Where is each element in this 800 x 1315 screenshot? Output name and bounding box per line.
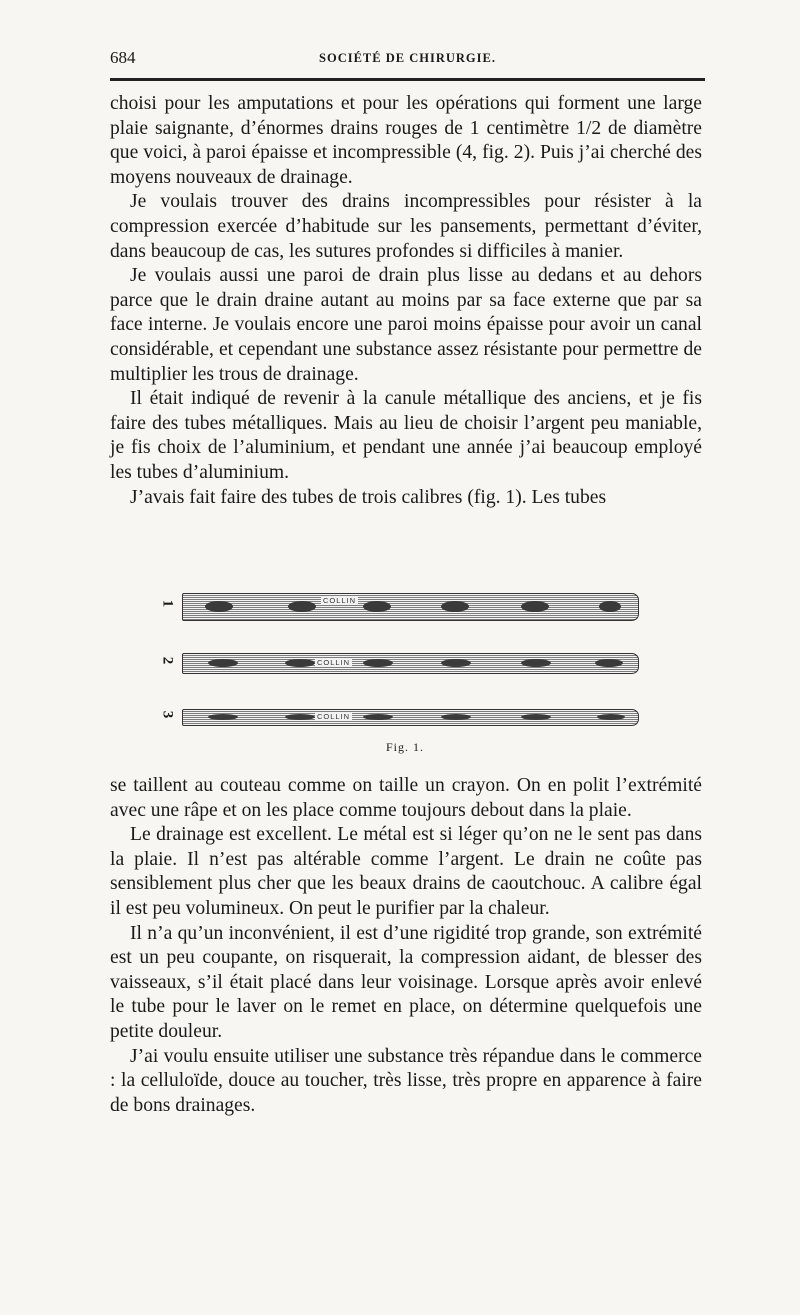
- paragraph: Je voulais trouver des drains incompressibles pour résister à la compression exercée d’habitude sur les pansements, permettant d’éviter, dans beaucoup de cas, les sutures profondes si difficiles à manier.: [110, 191, 702, 262]
- header-rule: [110, 78, 705, 81]
- paragraph: se taillent au couteau comme on taille un crayon. On en polit l’extrémité avec une râpe et on les place comme toujours debout dans la plaie.: [110, 775, 702, 821]
- drain-hole: [363, 601, 391, 612]
- drain-hole: [208, 714, 238, 720]
- figure-drain-tubes: [160, 585, 650, 760]
- drain-hole: [441, 714, 471, 720]
- drain-hole: [205, 601, 233, 612]
- drain-tube-illustration: [182, 709, 639, 726]
- drain-hole: [441, 601, 469, 612]
- maker-stamp: COLLIN: [317, 658, 351, 667]
- drain-hole: [595, 659, 623, 667]
- drain-hole: [285, 714, 315, 720]
- drain-hole: [285, 659, 315, 667]
- tube-number: 3: [159, 710, 176, 719]
- drain-hole: [208, 659, 238, 667]
- paragraph: Il était indiqué de revenir à la canule métallique des anciens, et je fis faire des tubes métalliques. Mais au lieu de choisir l’argent peu maniable, je fis choix de l’aluminium, et pendant une année j’ai beaucoup employé les tubes d’aluminium.: [110, 388, 702, 483]
- paragraph: Il n’a qu’un inconvénient, il est d’une rigidité trop grande, son extrémité est un peu coupante, on risquerait, la compression aidant, de blesser des vaisseaux, s’il était placé dans leur voisinage. Lorsque après avoir enlevé le tube pour le laver on le remet en place, on détermine quelquefois une petite douleur.: [110, 922, 702, 1042]
- paragraph: J’avais fait faire des tubes de trois calibres (fig. 1). Les tubes: [130, 486, 607, 508]
- drain-tube-illustration: [182, 653, 639, 674]
- running-head: [110, 48, 705, 72]
- drain-hole: [599, 601, 621, 612]
- drain-hole: [521, 714, 551, 720]
- text-block-top: [110, 92, 702, 510]
- paragraph: choisi pour les amputations et pour les opérations qui forment une large plaie saignante, d’énormes drains rouges de 1 centimètre 1/2 de diamètre que voici, à paroi épaisse et incompressible (4, fig. 2). Puis j’ai cherché des moyens nouveaux de drainage.: [110, 93, 702, 188]
- paragraph: J’ai voulu ensuite utiliser une substance très répandue dans le commerce : la celluloïde, douce au toucher, très lisse, très propre en apparence à faire de bons drainages.: [110, 1045, 702, 1116]
- text-block-bottom: [110, 774, 702, 1118]
- drain-hole: [521, 659, 551, 667]
- page-number: 684: [110, 48, 136, 67]
- drain-hole: [597, 714, 625, 720]
- figure-caption: Fig. 1.: [385, 740, 424, 754]
- drain-hole: [363, 659, 393, 667]
- drain-hole: [288, 601, 316, 612]
- drain-hole: [363, 714, 393, 720]
- paragraph: Le drainage est excellent. Le métal est si léger qu’on ne le sent pas dans la plaie. Il n’est pas altérable comme l’argent. Le drain ne coûte pas sensiblement plus cher que les beaux drains de caoutchouc. A calibre égal il est peu volumineux. On peut le purifier par la chaleur.: [110, 824, 702, 919]
- tube-number: 1: [159, 599, 176, 608]
- running-title: SOCIÉTÉ DE CHIRURGIE.: [319, 51, 496, 65]
- drain-hole: [441, 659, 471, 667]
- paragraph: Je voulais aussi une paroi de drain plus lisse au dedans et au dehors parce que le drain draine autant au moins par sa face externe que par sa face interne. Je voulais encore une paroi moins épaisse pour avoir un canal considérable, et cependant une substance assez résistante pour permettre de multiplier les trous de drainage.: [110, 265, 702, 385]
- drain-tube-illustration: [182, 593, 639, 621]
- maker-stamp: COLLIN: [323, 596, 357, 605]
- drain-hole: [521, 601, 549, 612]
- maker-stamp: COLLIN: [317, 712, 351, 721]
- tube-number: 2: [159, 656, 176, 665]
